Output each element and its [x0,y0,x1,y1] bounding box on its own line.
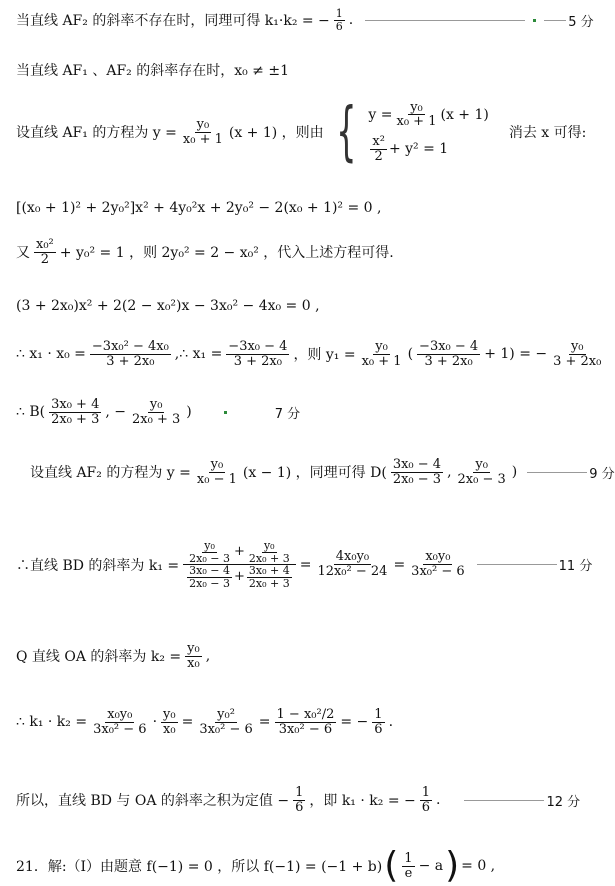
line-14: 21．解:（Ⅰ）由题意 f(−1) = 0 ，所以 f(−1) = (−1 + b) ( $\frac{1}{e}$ − a ) = 0 , [16,845,496,886]
dash-leader [365,20,525,21]
line-3: 设直线 AF₁ 的方程为 y = $\frac{\text{y₀}}{\text{x₀ + 1}}$ (x + 1) ，则由 { y = $\frac{\text{y₀}}{\text{x₀ + 1}}$ (x + 1) $\frac{\text{x²}}{2}$ + y² = 1 消去 x 可得: [16,95,587,169]
text: 当直线 AF₂ 的斜率不存在时，同理可得 k₁·k₂ = − [16,13,330,30]
line-8: ∴ B( $\frac{\text{3x₀ + 4}}{\text{2x₀ + 3}}$ , − $\frac{\text{y₀}}{\text{2x₀ + 3}}$ ) 7 分 [16,397,301,427]
marker-dot [533,19,536,22]
equation-system: y = $\frac{\text{y₀}}{\text{x₀ + 1}}$ (x + 1) $\frac{\text{x²}}{2}$ + y² = 1 [368,99,489,164]
line-7: ∴ x₁ · x₀ = $\frac{\text{−3x₀² − 4x₀}}{\text{3 + 2x₀}}$ ,∴ x₁ = $\frac{\text{−3x₀ − 4}}{\text{3 + 2x₀}}$ ，则 y₁ = $\frac{\text{y₀}}{\text{x₀ + 1}}$ ( $\frac{\text{−3x₀ − 4}}{\text{3 + 2x₀}}$ + 1) = − $\frac{\text{y₀}}{\text{3 + 2x₀}}$ [16,339,602,369]
line-9: 设直线 AF₂ 的方程为 y = $\frac{\text{y₀}}{\text{x₀ − 1}}$ (x − 1) ，同理可得 D( $\frac{\text{3x₀ − 4}}{\text{2x₀ − 3}}$ , $\frac{\text{y₀}}{\text{2x₀ − 3}}$ ) 9 分 [30,457,615,487]
text: 当直线 AF₁ 、AF₂ 的斜率存在时，x₀ ≠ ±1 [16,63,289,79]
fraction: $\frac{1}{6}$ [335,7,343,33]
line-5: 又 $\frac{\text{x₀²}}{2}$ + y₀² = 1 ，则 2y₀² = 2 − x₀² ，代入上述方程可得. [16,237,394,267]
marker-dot [224,411,227,414]
line-10: ∴直线 BD 的斜率为 k₁ = $\frac{\text{y₀}}{\text{2x₀ − 3}}$ + $\frac{\text{y₀}}{\text{2x₀ + 3}}$ $\frac{\text{3x₀ − 4}}{\text{2x₀ − 3}}$ + $\frac{\text{3x₀ + 4}}{\text{2x₀ + 3}}$ = $\frac{\text{4x₀y₀}}{\text{12x₀² − 24}}$ = $\frac{\text{x₀y₀}}{\text{3x₀² − 6}}$ 11 分 [16,539,593,590]
line-2 [16,60,289,80]
fraction: $\frac{\text{y₀}}{\text{x₀ + 1}}$ [182,116,223,147]
line-13: 所以，直线 BD 与 OA 的斜率之积为定值 − $\frac{1}{6}$ ，即 k₁ · k₂ = − $\frac{1}{6}$ . 12 分 [16,785,581,815]
line-6: (3 + 2x₀)x² + 2(2 − x₀²)x − 3x₀² − 4x₀ = 0 , [16,298,320,314]
complex-fraction: $\frac{\text{y₀}}{\text{2x₀ − 3}}$ + $\frac{\text{y₀}}{\text{2x₀ + 3}}$ $\frac{\text{3x₀ − 4}}{\text{2x₀ − 3}}$ + $\frac{\text{3x₀ + 4}}{\text{2x₀ + 3}}$ [183,540,296,589]
line-1: 当直线 AF₂ 的斜率不存在时，同理可得 k₁·k₂ = − $\frac{1}{6}$ . 5 分 [16,7,594,33]
fraction: $\frac{\text{x₀²}}{2}$ [36,237,54,267]
line-12: ∴ k₁ · k₂ = $\frac{\text{x₀y₀}}{\text{3x₀² − 6}}$ · $\frac{\text{y₀}}{\text{x₀}}$ = $\frac{\text{y₀²}}{\text{3x₀² − 6}}$ = $\frac{\text{1 − x₀²/2}}{\text{3x₀² − 6}}$ = − $\frac{1}{6}$ . [16,707,394,737]
score-label: 9 分 [589,466,615,482]
score-label: 12 分 [546,794,581,810]
brace-icon: { [335,95,357,169]
score-label: 11 分 [558,559,593,575]
score-label: 7 分 [274,406,301,422]
score-label: 5 分 [568,14,594,30]
line-4: [(x₀ + 1)² + 2y₀²]x² + 4y₀²x + 2y₀² − 2(x₀ + 1)² = 0 , [16,200,382,216]
line-11: Q 直线 OA 的斜率为 k₂ = $\frac{\text{y₀}}{\text{x₀}}$ , [16,641,211,671]
